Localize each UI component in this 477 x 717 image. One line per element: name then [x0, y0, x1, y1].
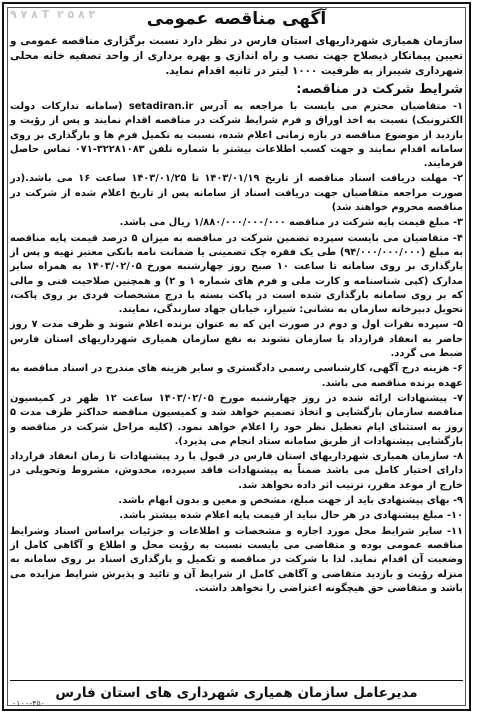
intro-paragraph: سازمان همیاری شهرداریهای استان فارس در نظر دارد نسبت برگزاری مناقصه عمومی و تعیین پیمانکار ذیصلاح جهت نصب و راه اندازی و بهره برداری از واحد تصفیه خانه محلی شهرداری شیبراز به ظرفیت ۱۰۰۰ لیتر در ثانیه اقدام نماید.	[10, 35, 463, 77]
notice-code: ۰۱۰۰-۴۵۰	[12, 699, 45, 708]
signature-divider	[10, 680, 463, 681]
condition-item-2: ۲- مهلت دریافت اسناد مناقصه از تاریخ ۱۴۰۳/۰۱/۱۹ تا ۱۴۰۳/۰۱/۲۵ ساعت ۱۶ می باشد.(در صورت مراجعه متقاضیان جهت دریافت اسناد از سامانه پس از تاریخ اعلام شده از شرکت در مناقصه محروم خواهند شد)	[10, 173, 463, 214]
notice-title: آگهی مناقصه عمومی	[146, 9, 327, 29]
conditions-heading: شرایط شرکت در مناقصه:	[296, 82, 463, 97]
condition-item-6: ۶- هزینه درج آگهی، کارشناسی رسمی دادگستری و سایر هزینه های مندرج در اسناد مناقصه به عهده برنده مناقصه می باشد.	[10, 363, 463, 389]
notice-frame	[2, 2, 471, 711]
condition-item-8: ۸- سازمان همیاری شهرداریهای استان فارس در قبول یا رد پیشنهادات تا زمان انعقاد قرارداد دارای اختیار کامل می باشد ضمناً به پیشنهادات فاقد سپرده، مخدوش، مشروط وتحویلی در خارج از موعد مقرر، ترتیب اثر داده نخواهد شد.	[10, 451, 463, 491]
watermark: ۹ ۷ ۸ T ۲ ۵ ۸ ۳	[10, 8, 96, 21]
conditions-list	[10, 100, 463, 596]
condition-item-9: ۹- بهای پیشنهادی باید از جهت مبلغ، مشخص و معین و بدون ابهام باشد.	[118, 495, 463, 507]
condition-item-7: ۷- پیشنهادات ارائه شده در روز چهارشنبه مورخ ۱۴۰۳/۰۲/۰۵ ساعت ۱۲ ظهر در کمیسیون مناقصه سازمان بازگشایی و اتخاذ تصمیم خواهد شد و کمیسیون مناقصه حداکثر ظرف مدت ۵ روز به استثنای ایام تعطیل نظر خود را اعلام خواهد نمود. (کلیه مراحل شرکت در مناقصه و بازگشایی پیشنهادات از طریق سامانه ستاد انجام می پذیرد).	[10, 392, 463, 447]
condition-item-10: ۱۰- مبلغ پیشنهادی در هر حال نباید از قیمت پایه اعلام شده بیشتر باشد.	[119, 510, 463, 522]
condition-item-3: ۳- مبلغ قیمت پایه شرکت در مناقصه ۱/۸۸۰/۰۰۰/۰۰۰/۰۰۰ ریال می باشد.	[119, 217, 463, 229]
condition-item-4: ۴- متقاضیان می بایست سپرده تضمین شرکت در مناقصه به میزان ۵ درصد قیمت پایه مناقصه به مبلغ (۹۴/۰۰۰/۰۰۰/۰۰۰) طی یک فقره چک تضمینی یا ضمانت نامه بانکی معتبر تهیه و پس از بارگذاری بر روی سامانه تا ساعت ۱۰ صبح روز چهارشنبه مورخ ۱۴۰۳/۰۲/۰۵ به همراه سایر مدارک (کپی شناسنامه و کارت ملی و فرم های شماره ۱ و ۲) و همچنین صلاحیت فنی و مالی که بر روی سامانه بارگذاری شده است در پاکت بسته با درج مشخصات فردی بر روی پاکت، تحویل دبیرخانه سازمان به نشانی: شیراز، خیابان جهاد سازندگی، نمایند.	[10, 232, 464, 316]
condition-item-11: ۱۱- سایر شرایط محل مورد اجاره و مشخصات و اطلاعات و جزئیات براساس اسناد وشرایط مناقصه عمومی بوده و متقاضی می بایست نسبت به رؤیت محل و اطلاع و آگاهی کامل از وضعیت آن اقدام نماید. لذا با شرکت در مناقصه و تکمیل و بارگذاری اسناد بر روی سامانه به منزله رؤیت و بازدید متقاضی و آگاهی کامل از شرایط آن و تائید و پذیرش شرایط مزایده می باشد و متقاضی حق هیچگونه اعتراضی را نخواهد داشت.	[10, 525, 463, 594]
signature-line: مدیرعامل سازمان همیاری شهرداری های استان فارس	[55, 685, 418, 701]
condition-item-5: ۵- سپرده نفرات اول و دوم در صورت این که به عنوان برنده اعلام شوند و ظرف مدت ۷ روز حاضر به انعقاد قرارداد با سازمان نشوند به نفع سازمان همیاری شهرداریهای استان فارس ضبط می گردد.	[10, 319, 463, 360]
condition-item-1: ۱- متقاضیان محترم می بایست با مراجعه به آدرس setadiran.ir (سامانه تدارکات دولت الکترونیک) نسبت به اخذ اوراق و فرم شرایط شرکت در مناقصه اقدام نمایند و پس از رؤیت و بازدید از موضوع مناقصه در بازه زمانی اعلام شده، نسبت به تکمیل فرم ها و بارگذاری بر روی سامانه اقدام نمایند و جهت کسب اطلاعات بیشتر با شماره تلفن ۳۲۲۸۱۰۸۳-۰۷۱ تماس حاصل فرمایند.	[10, 101, 463, 170]
